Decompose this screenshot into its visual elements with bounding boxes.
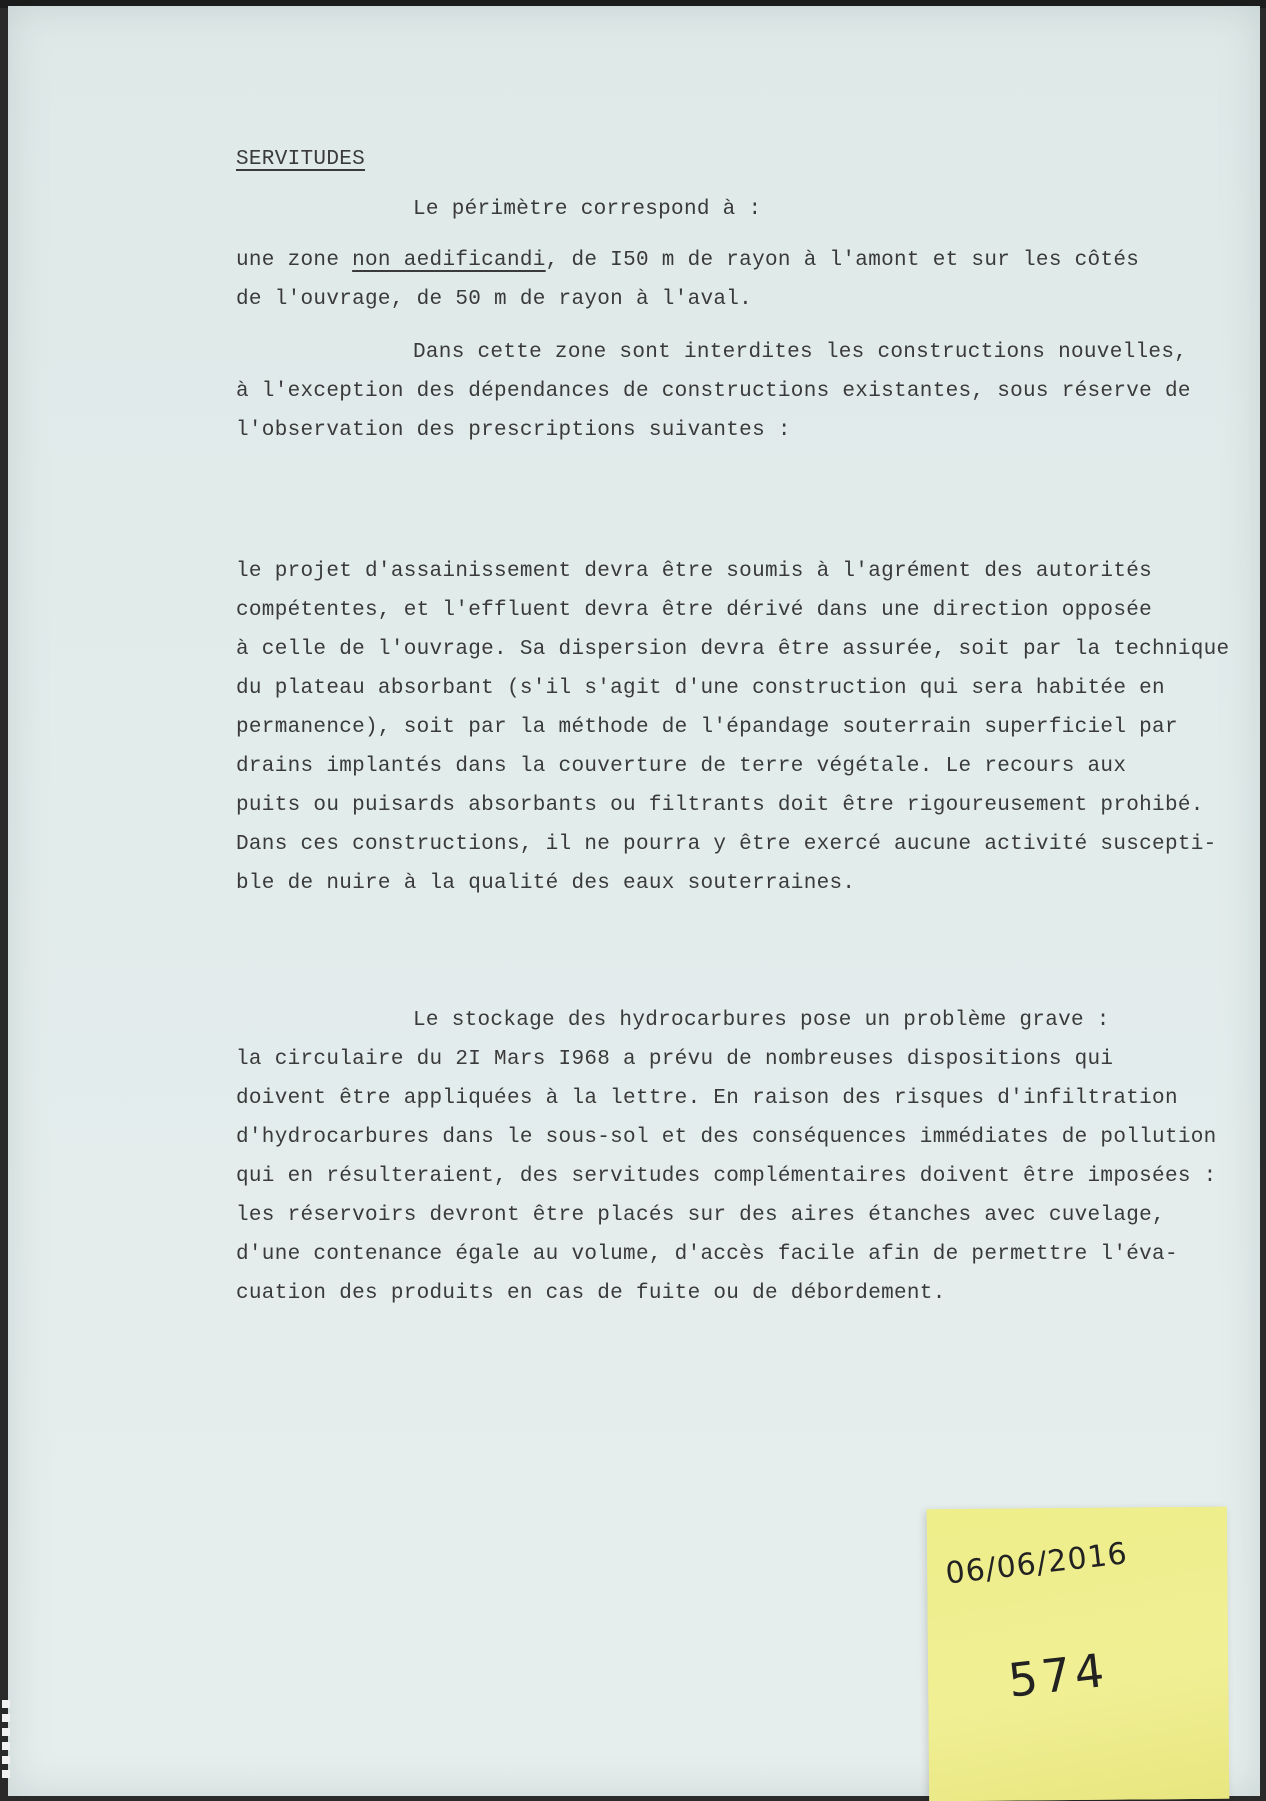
text-line: ble de nuire à la qualité des eaux souterraines. bbox=[236, 872, 856, 895]
zone-line-2: de l'ouvrage, de 50 m de rayon à l'aval. bbox=[236, 288, 753, 311]
scan-edge-marks bbox=[0, 1700, 12, 1800]
non-aedificandi-term: non aedificandi bbox=[352, 249, 546, 272]
text-line: qui en résulteraient, des servitudes complémentaires doivent être imposées : bbox=[236, 1165, 1217, 1188]
text-line: d'une contenance égale au volume, d'accès facile afin de permettre l'éva- bbox=[236, 1243, 1178, 1266]
text-line: d'hydrocarbures dans le sous-sol et des conséquences immédiates de pollution bbox=[236, 1126, 1217, 1149]
perimeter-intro: Le périmètre correspond à : bbox=[413, 198, 762, 221]
text-line: l'observation des prescriptions suivantes : bbox=[236, 419, 791, 442]
text-line: Dans ces constructions, il ne pourra y être exercé aucune activité suscepti- bbox=[236, 833, 1217, 856]
text-line: Le stockage des hydrocarbures pose un problème grave : bbox=[413, 1009, 1110, 1032]
text-line: cuation des produits en cas de fuite ou de débordement. bbox=[236, 1282, 946, 1305]
text-line: le projet d'assainissement devra être soumis à l'agrément des autorités bbox=[236, 560, 1153, 583]
text-line: du plateau absorbant (s'il s'agit d'une construction qui sera habitée en bbox=[236, 677, 1165, 700]
paragraph-assainissement bbox=[236, 552, 1229, 903]
sticky-note-date: 06/06/2016 bbox=[943, 1536, 1130, 1592]
text-line: puits ou puisards absorbants ou filtrants doit être rigoureusement prohibé. bbox=[236, 794, 1204, 817]
text-line: les réservoirs devront être placés sur des aires étanches avec cuvelage, bbox=[236, 1204, 1165, 1227]
text-line: drains implantés dans la couverture de terre végétale. Le recours aux bbox=[236, 755, 1127, 778]
text-line: permanence), soit par la méthode de l'épandage souterrain superficiel par bbox=[236, 716, 1178, 739]
sticky-note-number: 574 bbox=[1005, 1642, 1111, 1708]
paragraph-interdictions bbox=[236, 333, 1191, 450]
paragraph-zone bbox=[236, 241, 1139, 319]
zone-line-1 bbox=[236, 241, 1139, 280]
text-line: à l'exception des dépendances de constructions existantes, sous réserve de bbox=[236, 380, 1191, 403]
document-title: SERVITUDES bbox=[236, 148, 366, 171]
text-line: à celle de l'ouvrage. Sa dispersion devra être assurée, soit par la technique bbox=[236, 638, 1230, 661]
text-line: doivent être appliquées à la lettre. En raison des risques d'infiltration bbox=[236, 1087, 1178, 1110]
zone-line-1-end: , de I50 m de rayon à l'amont et sur les côtés bbox=[545, 249, 1140, 272]
text-line: Dans cette zone sont interdites les constructions nouvelles, bbox=[413, 341, 1188, 364]
paragraph-hydrocarbures bbox=[236, 1001, 1217, 1313]
text-line: compétentes, et l'effluent devra être dérivé dans une direction opposée bbox=[236, 599, 1153, 622]
paragraph-perimeter bbox=[236, 190, 761, 229]
text-line: la circulaire du 2I Mars I968 a prévu de nombreuses dispositions qui bbox=[236, 1048, 1114, 1071]
zone-line-1-start: une zone bbox=[236, 249, 353, 272]
sticky-note bbox=[927, 1507, 1230, 1801]
